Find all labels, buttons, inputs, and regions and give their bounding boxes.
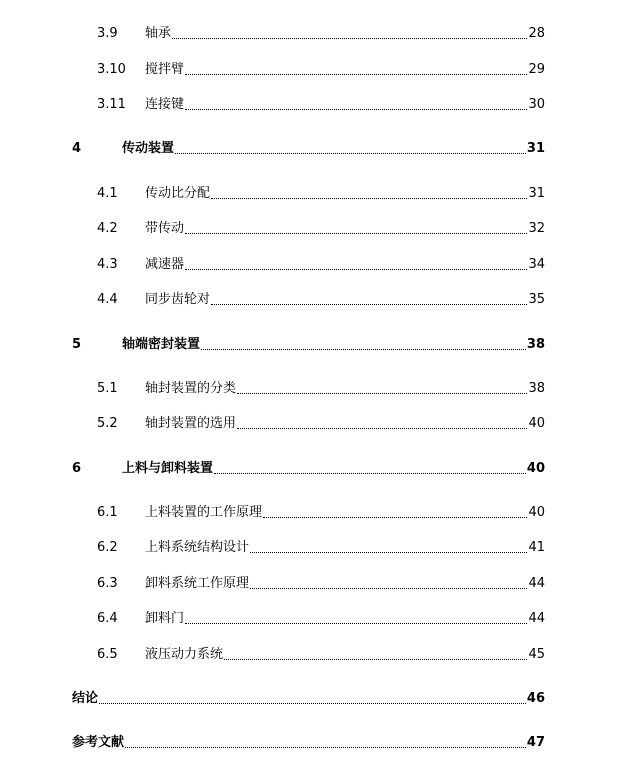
toc-entry-title: 带传动: [145, 221, 185, 236]
toc-entry-3-10[interactable]: [72, 58, 545, 78]
toc-entry-title: 上料装置的工作原理: [145, 505, 263, 520]
toc-entry-title: 上料系统结构设计: [145, 540, 250, 555]
toc-entry-number: 4: [72, 141, 82, 156]
dot-leader: [211, 198, 527, 199]
toc-entry-number: 4.1: [97, 186, 118, 201]
toc-entry-number: 6.3: [97, 576, 118, 591]
dot-leader: [214, 473, 526, 474]
dot-leader: [250, 552, 527, 553]
toc-entry-number: 5.2: [97, 416, 118, 431]
toc-entry-page: 38: [528, 381, 545, 396]
toc-entry-page: 47: [526, 735, 545, 750]
toc-entry-4-2[interactable]: [72, 217, 545, 237]
toc-entry-5[interactable]: [72, 333, 545, 353]
dot-leader: [201, 349, 526, 350]
toc-entry-page: 40: [526, 461, 545, 476]
toc-entry-title: 减速器: [145, 257, 185, 272]
toc-entry-title: 参考文献: [72, 735, 125, 750]
toc-entry-page: 31: [528, 186, 545, 201]
dot-leader: [224, 659, 527, 660]
toc-entry-number: 3.10: [97, 62, 126, 77]
dot-leader: [172, 38, 527, 39]
dot-leader: [237, 393, 527, 394]
dot-leader: [185, 109, 527, 110]
dot-leader: [185, 269, 527, 270]
dot-leader: [185, 623, 527, 624]
toc-entry-title: 同步齿轮对: [145, 292, 211, 307]
toc-entry-3-9[interactable]: [72, 22, 545, 42]
dot-leader: [250, 588, 527, 589]
toc-entry-page: 31: [526, 141, 545, 156]
toc-entry-number: 5: [72, 337, 82, 352]
toc-entry-page: 32: [528, 221, 545, 236]
dot-leader: [237, 428, 527, 429]
toc-entry-number: 4.3: [97, 257, 118, 272]
dot-leader: [175, 153, 526, 154]
toc-entry-page: 28: [528, 26, 545, 41]
toc-entry-4-3[interactable]: [72, 253, 545, 273]
toc-entry-5-1[interactable]: [72, 377, 545, 397]
toc-entry-4-1[interactable]: [72, 182, 545, 202]
toc-entry-number: 3.11: [97, 97, 126, 112]
dot-leader: [99, 703, 526, 704]
dot-leader: [185, 74, 527, 75]
toc-entry-page: 40: [528, 505, 545, 520]
toc-entry-title: 卸料系统工作原理: [145, 576, 250, 591]
toc-entry-number: 4.4: [97, 292, 118, 307]
toc-entry-title: 结论: [72, 691, 99, 706]
dot-leader: [263, 517, 527, 518]
toc-entry-page: 44: [528, 576, 545, 591]
toc-entry-4[interactable]: [72, 137, 545, 157]
toc-entry-page: 46: [526, 691, 545, 706]
toc-entry-page: 35: [528, 292, 545, 307]
toc-entry-6-5[interactable]: [72, 643, 545, 663]
toc-entry-page: 30: [528, 97, 545, 112]
toc-entry-title: 传动装置: [122, 141, 175, 156]
toc-entry-number: 6.4: [97, 611, 118, 626]
toc-entry-number: 5.1: [97, 381, 118, 396]
dot-leader: [185, 233, 527, 234]
toc-entry-page: 41: [528, 540, 545, 555]
toc-entry-title: 轴封装置的分类: [145, 381, 237, 396]
toc-entry-title: 轴端密封装置: [122, 337, 201, 352]
toc-entry-number: 6.1: [97, 505, 118, 520]
toc-entry-page: 44: [528, 611, 545, 626]
toc-entry-title: 连接键: [145, 97, 185, 112]
toc-entry-6-3[interactable]: [72, 572, 545, 592]
toc-entry-number: 3.9: [97, 26, 118, 41]
toc-entry-6[interactable]: [72, 457, 545, 477]
toc-entry-page: 40: [528, 416, 545, 431]
toc-entry-references[interactable]: [72, 731, 545, 751]
toc-entry-title: 传动比分配: [145, 186, 211, 201]
toc-entry-conclusion[interactable]: [72, 687, 545, 707]
dot-leader: [125, 747, 526, 748]
toc-entry-6-4[interactable]: [72, 607, 545, 627]
toc-entry-page: 29: [528, 62, 545, 77]
toc-entry-number: 6: [72, 461, 82, 476]
toc-entry-page: 34: [528, 257, 545, 272]
toc-entry-page: 45: [528, 647, 545, 662]
toc-entry-title: 卸料门: [145, 611, 185, 626]
toc-entry-5-2[interactable]: [72, 412, 545, 432]
toc-entry-title: 轴封装置的选用: [145, 416, 237, 431]
toc-entry-4-4[interactable]: [72, 288, 545, 308]
toc-entry-number: 6.2: [97, 540, 118, 555]
toc-entry-6-1[interactable]: [72, 501, 545, 521]
toc-entry-6-2[interactable]: [72, 536, 545, 556]
toc-entry-title: 搅拌臂: [145, 62, 185, 77]
toc-entry-title: 轴承: [145, 26, 172, 41]
toc-entry-title: 液压动力系统: [145, 647, 224, 662]
dot-leader: [211, 304, 527, 305]
toc-entry-title: 上料与卸料装置: [122, 461, 214, 476]
toc-entry-number: 4.2: [97, 221, 118, 236]
toc-entry-page: 38: [526, 337, 545, 352]
toc-entry-3-11[interactable]: [72, 93, 545, 113]
toc-entry-number: 6.5: [97, 647, 118, 662]
